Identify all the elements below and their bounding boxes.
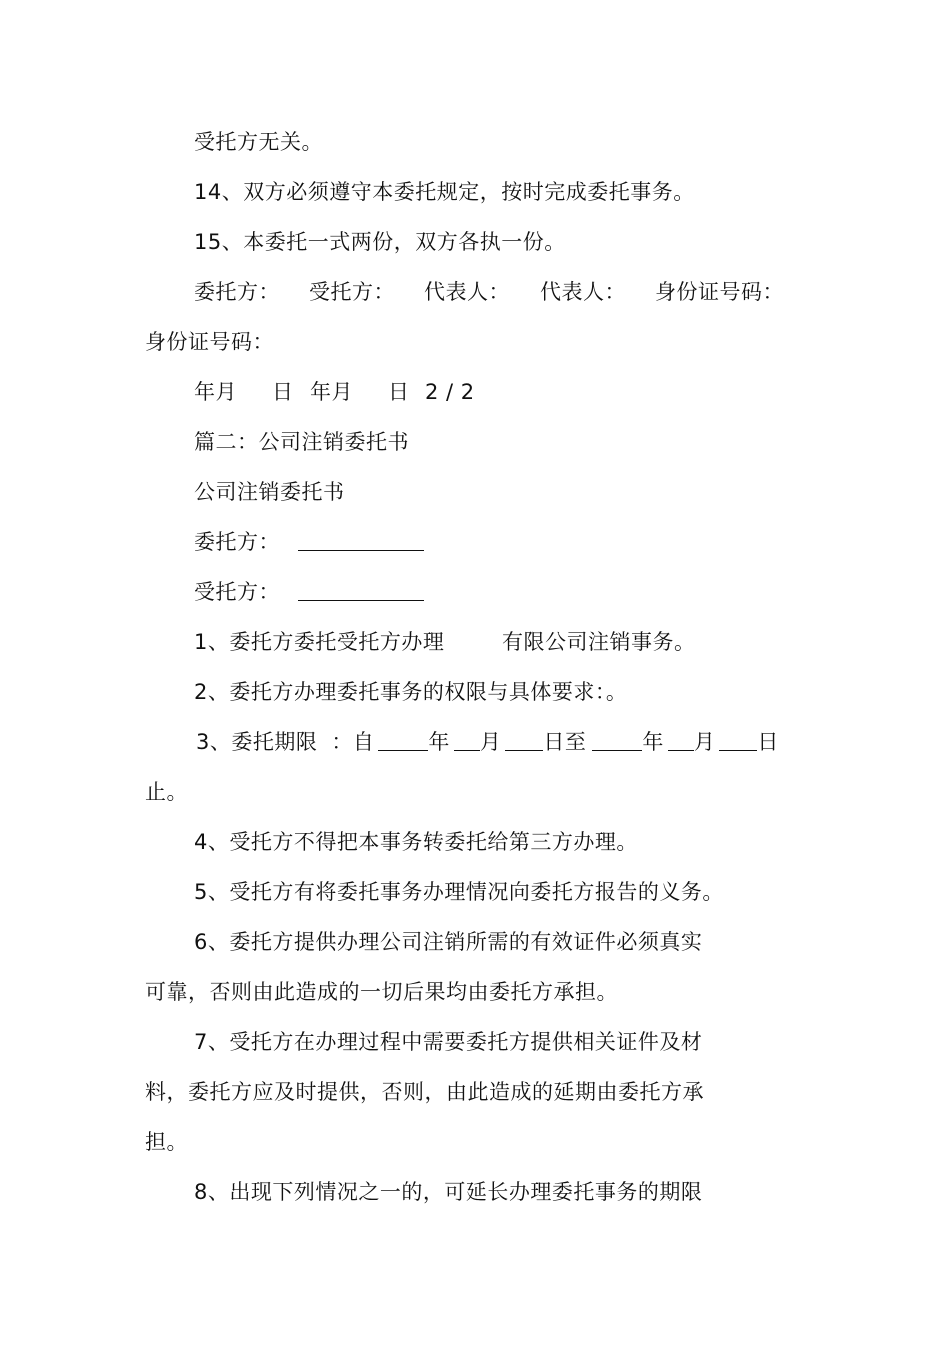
clause-3 xyxy=(196,728,779,756)
trustee-blank xyxy=(298,580,424,601)
clause-5: 5、受托方有将委托事务办理情况向委托方报告的义务。 xyxy=(194,880,724,904)
clause-1-continued: 有限公司注销事务。 xyxy=(502,630,696,654)
clause-7-continued: 料，委托方应及时提供，否则，由此造成的延期由委托方承 xyxy=(145,1080,704,1104)
clause-6: 6、委托方提供办理公司注销所需的有效证件必须真实 xyxy=(194,930,703,954)
year-blank xyxy=(378,730,428,751)
trustee-label: 受托方： xyxy=(194,580,280,604)
clause-1: 1、委托方委托受托方办理 xyxy=(194,630,445,654)
term-label: 3、委托期限 xyxy=(196,730,318,754)
paragraph-line: 受托方无关。 xyxy=(194,130,323,154)
clause-4: 4、受托方不得把本事务转委托给第三方办理。 xyxy=(194,830,638,854)
document-title: 公司注销委托书 xyxy=(194,480,345,504)
clause-7: 7、受托方在办理过程中需要委托方提供相关证件及材 xyxy=(194,1030,703,1054)
signature-representative-label: 代表人： xyxy=(424,280,510,304)
date-day: 日 xyxy=(272,380,294,404)
date-year-month: 年月 xyxy=(310,380,353,404)
year-unit: 年 xyxy=(428,730,450,754)
clause-7-end: 担。 xyxy=(145,1130,188,1154)
clause-15: 15、本委托一式两份，双方各执一份。 xyxy=(194,230,566,254)
clause-8: 8、出现下列情况之一的，可延长办理委托事务的期限 xyxy=(194,1180,703,1204)
month-unit: 月 xyxy=(479,730,502,754)
signature-trustee-label: 受托方： xyxy=(309,280,395,304)
date-year-month: 年月 xyxy=(194,380,237,404)
clause-14: 14、双方必须遵守本委托规定，按时完成委托事务。 xyxy=(194,180,695,204)
entrustor-label: 委托方： xyxy=(194,530,280,554)
day-unit-to: 日至 xyxy=(543,730,587,754)
clause-6-continued: 可靠，否则由此造成的一切后果均由委托方承担。 xyxy=(145,980,618,1004)
signature-entrustor-label: 委托方： xyxy=(194,280,280,304)
entrustor-blank xyxy=(298,530,424,551)
entrustor-field xyxy=(194,528,424,556)
section-heading: 篇二：公司注销委托书 xyxy=(194,430,409,454)
signature-representative-label: 代表人： xyxy=(540,280,626,304)
year-blank xyxy=(592,730,642,751)
date-day: 日 xyxy=(388,380,410,404)
day-blank xyxy=(719,730,757,751)
signature-id-number-label: 身份证号码： xyxy=(145,330,274,354)
year-unit: 年 xyxy=(642,730,664,754)
day-blank xyxy=(505,730,543,751)
day-unit: 日 xyxy=(757,730,779,754)
trustee-field xyxy=(194,578,424,606)
term-from: ：自 xyxy=(331,730,375,754)
month-unit: 月 xyxy=(693,730,716,754)
clause-2: 2、委托方办理委托事务的权限与具体要求：。 xyxy=(194,680,628,704)
signature-id-number-label: 身份证号码： xyxy=(655,280,784,304)
month-blank xyxy=(454,730,480,751)
page-number: 2 / 2 xyxy=(425,380,475,404)
clause-3-end: 止。 xyxy=(145,780,188,804)
month-blank xyxy=(668,730,694,751)
